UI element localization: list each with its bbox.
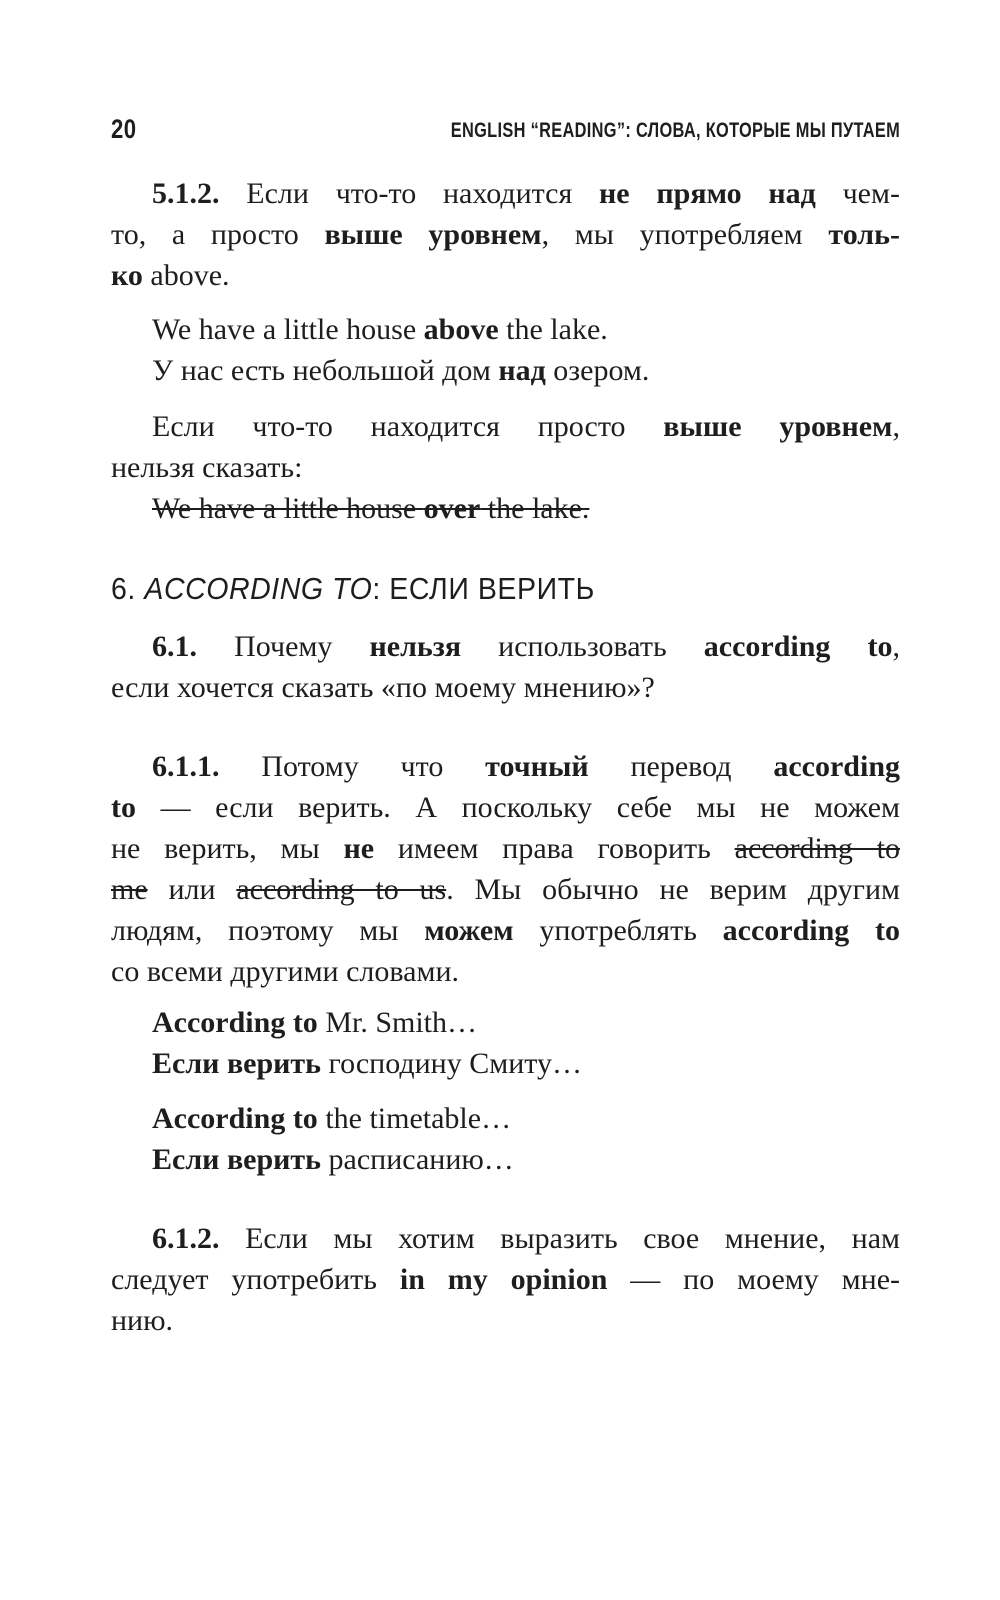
- example-english: According to Mr. Smith…: [152, 1006, 478, 1039]
- line: нельзя сказать:: [111, 451, 303, 484]
- line: со всеми другими словами.: [111, 955, 460, 988]
- line: 6.1.1. Потому что точный перевод according: [152, 750, 901, 783]
- page-number: 20: [111, 114, 137, 144]
- paragraph-6-1-2: [111, 1218, 900, 1341]
- paragraph-6-1-1: [111, 746, 900, 992]
- line: Если что-то находится просто выше уровнем,: [152, 410, 900, 443]
- line: 6.1.2. Если мы хотим выразить свое мнение, нам: [152, 1222, 900, 1255]
- line: нию.: [111, 1304, 174, 1337]
- example-english: We have a little house above the lake.: [152, 313, 608, 346]
- section-heading: 6. ACCORDING TO: ЕСЛИ ВЕРИТЬ: [111, 571, 595, 606]
- line: следует употребить in my opinion — по моему мне-: [111, 1263, 901, 1296]
- line: me или according to us. Мы обычно не верим другим: [111, 873, 900, 906]
- running-title: ENGLISH “READING”: СЛОВА, КОТОРЫЕ МЫ ПУТАЕМ: [450, 119, 900, 142]
- line: то, а просто выше уровнем, мы употребляем толь-: [111, 218, 900, 251]
- example-russian: Если верить расписанию…: [152, 1143, 514, 1176]
- example-smith: [111, 1002, 900, 1084]
- line: 5.1.2. Если что-то находится не прямо над чем-: [152, 177, 900, 210]
- note-over: [111, 406, 900, 529]
- example-timetable: [111, 1098, 900, 1180]
- line: ко above.: [111, 259, 230, 292]
- example-russian: У нас есть небольшой дом над озером.: [152, 354, 650, 387]
- example-russian: Если верить господину Смиту…: [152, 1047, 582, 1080]
- paragraph-5-1-2: [111, 173, 900, 296]
- line: людям, поэтому мы можем употреблять according to: [111, 914, 901, 947]
- example-english: According to the timetable…: [152, 1102, 512, 1135]
- line: если хочется сказать «по моему мнению»?: [111, 671, 655, 704]
- line: не верить, мы не имеем права говорить according to: [111, 832, 900, 865]
- question-6-1: [111, 626, 900, 708]
- wrong-example: We have a little house over the lake.: [152, 492, 590, 525]
- line: to — если верить. А поскольку себе мы не можем: [111, 791, 900, 824]
- example-above: [111, 309, 900, 391]
- line: 6.1. Почему нельзя использовать according to,: [152, 630, 900, 663]
